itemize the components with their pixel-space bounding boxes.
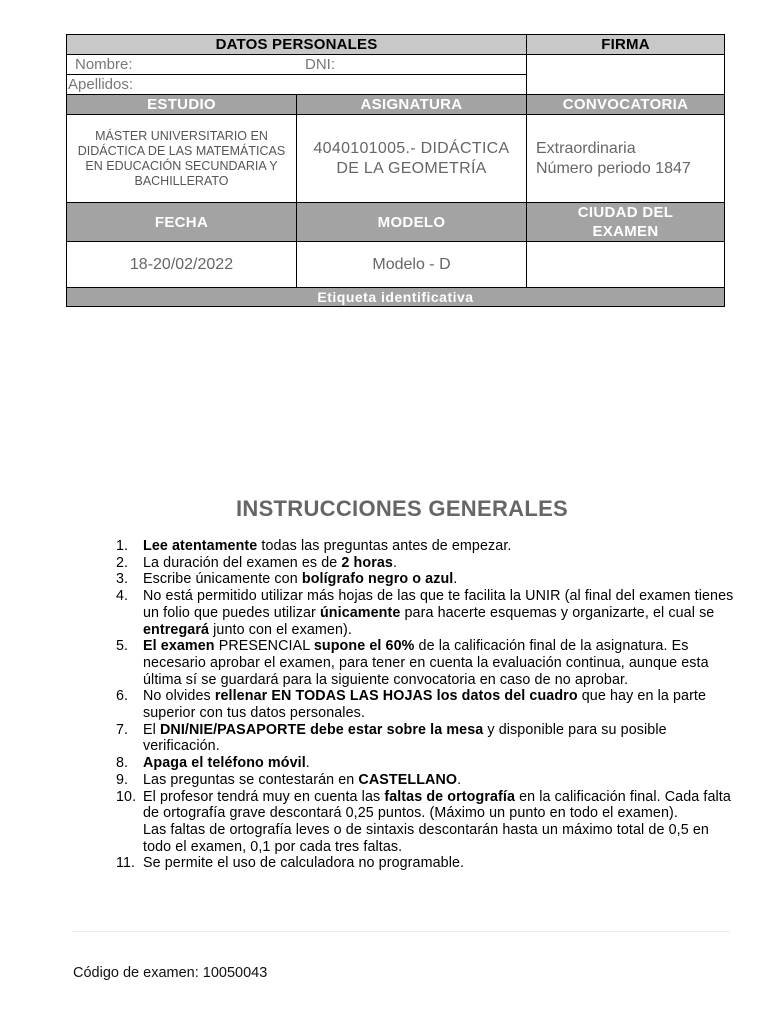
instruction-item [116,688,736,721]
convocatoria-line1: Extraordinaria [536,139,636,157]
instruction-number: 4. [116,588,129,605]
instruction-text: No olvides [143,688,215,705]
instruction-bold-text: 2 horas [341,554,393,571]
instruction-text: El [143,721,160,738]
instruction-bold-text: bolígrafo negro o azul [301,571,454,588]
instruction-text: en la calificación final. Cada falta de ortografía grave descontará 0,25 puntos. (Máximo un punto en todo el examen). [143,788,731,822]
instruction-bold-text: supone el 60% [313,638,415,655]
instruction-number: 8. [116,755,129,772]
instruction-bold-text: CASTELLANO [358,771,458,788]
instruction-text: que hay en la parte superior con tus datos personales. [143,688,707,722]
instruction-number: 7. [116,721,129,738]
instructions-list [116,538,736,872]
firma-box[interactable] [527,55,725,95]
instruction-text: Se permite el uso de calculadora no programable. [143,855,465,872]
apellidos-label: Apellidos: [68,76,134,93]
instruction-item [116,571,736,588]
nombre-dni-field[interactable] [67,55,527,75]
personal-data-table [66,34,725,307]
instruction-text: Escribe únicamente con [143,571,302,588]
instruction-item [116,789,736,856]
instruction-item [116,722,736,755]
instruction-text: . [392,554,398,571]
instruction-bold-text: Lee atentamente [143,538,258,554]
instruction-item [116,638,736,688]
instruction-number: 1. [116,538,129,554]
instruction-number: 2. [116,554,129,571]
estudio-header: ESTUDIO [67,95,297,115]
instructions-title: INSTRUCCIONES GENERALES [235,496,569,521]
instruction-text: . [457,771,462,788]
instruction-number: 5. [116,638,129,655]
instruction-text: Las faltas de ortografía leves o de sintaxis descontarán hasta un máximo total de 0,5 en todo el examen, 0,1 por cada tres faltas. [143,821,709,855]
instruction-text: El profesor tendrá muy en cuenta las [143,788,385,805]
instruction-bold-text: únicamente [319,604,401,621]
instruction-number: 11. [116,855,136,872]
fecha-header: FECHA [67,203,297,242]
instruction-item [116,755,736,772]
instruction-text: . [453,571,458,588]
instruction-number: 9. [116,771,129,788]
instruction-text: . [305,755,310,772]
instruction-text: PRESENCIAL [214,638,314,655]
asignatura-text: 4040101005.- DIDÁCTICA DE LA GEOMETRÍA [313,139,510,177]
instruction-item [116,772,736,789]
instruction-text: No está permitido utilizar más hojas de las que te facilita la UNIR (al final del examen tienes un folio que puedes utilizar [143,588,734,621]
instruction-number: 6. [116,688,129,705]
apellidos-field[interactable] [67,75,527,95]
instruction-item [116,538,736,555]
fecha-value: 18-20/02/2022 [67,242,297,288]
etiqueta-identificativa: Etiqueta identificativa [67,288,725,307]
nombre-label: Nombre: [75,56,133,73]
asignatura-value [297,115,527,203]
instruction-text: Las preguntas se contestarán en [143,771,359,788]
instruction-number: 3. [116,571,129,588]
instruction-item [116,855,736,872]
convocatoria-line2: Número periodo 1847 [536,159,691,177]
exam-code: Código de examen: 10050043 [73,965,268,981]
instruction-text: junto con el examen). [209,621,352,638]
asignatura-header: ASIGNATURA [297,95,527,115]
instruction-number: 10. [116,788,137,805]
instruction-bold-text: DNI/NIE/PASAPORTE debe estar sobre la mesa [159,721,484,738]
divider [72,931,730,932]
instruction-text: para hacerte esquemas y organizarte, el cual se [400,604,715,621]
modelo-header: MODELO [297,203,527,242]
ciudad-header: CIUDAD DEL EXAMEN [527,203,725,242]
instruction-text: de la calificación final de la asignatura. Es necesario aprobar el examen, para tener en cuenta la evaluación continua, aunque esta última sí se guardará para la siguiente convocatoria en caso de no aprobar. [143,638,709,688]
datos-personales-header: DATOS PERSONALES [67,35,527,55]
instruction-bold-text: rellenar EN TODAS LAS HOJAS los datos del cuadro [214,688,578,705]
convocatoria-value [527,115,725,203]
instruction-text: y disponible para su posible verificación. [143,721,667,755]
estudio-value: MÁSTER UNIVERSITARIO EN DIDÁCTICA DE LAS MATEMÁTICAS EN EDUCACIÓN SECUNDARIA Y BACHILLERATO [67,115,297,203]
instruction-bold-text: El examen [143,638,215,655]
instruction-bold-text: entregará [143,621,210,638]
ciudad-value[interactable] [527,242,725,288]
instruction-bold-text: Apaga el teléfono móvil [143,755,306,772]
instruction-item [116,555,736,572]
instruction-text: La duración del examen es de [143,554,342,571]
convocatoria-header: CONVOCATORIA [527,95,725,115]
firma-header: FIRMA [527,35,725,55]
instruction-text: todas las preguntas antes de empezar. [257,538,512,554]
dni-label: DNI: [305,56,335,73]
instruction-bold-text: faltas de ortografía [384,788,516,805]
modelo-value: Modelo - D [297,242,527,288]
instruction-item [116,588,736,638]
